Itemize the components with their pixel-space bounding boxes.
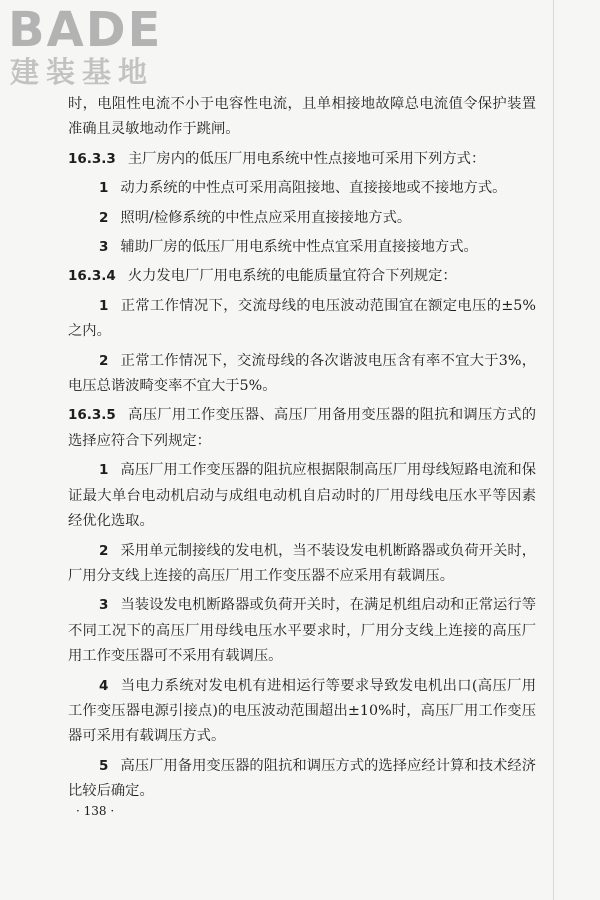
list-item bbox=[68, 458, 536, 534]
item-number: 3 bbox=[99, 597, 109, 614]
list-item bbox=[68, 754, 536, 805]
item-text: 正常工作情况下，交流母线的电压波动范围宜在额定电压的±5%之内。 bbox=[68, 297, 536, 340]
item-number: 2 bbox=[99, 352, 109, 369]
clause-16-3-5 bbox=[68, 403, 536, 454]
list-item bbox=[68, 206, 536, 231]
item-number: 2 bbox=[99, 542, 109, 559]
logo-subtitle: 建装基地 bbox=[10, 55, 155, 89]
page-edge-line bbox=[553, 0, 554, 900]
list-item bbox=[68, 294, 536, 345]
item-text: 采用单元制接线的发电机，当不装设发电机断路器或负荷开关时，厂用分支线上连接的高压厂用工作变压器不应采用有载调压。 bbox=[68, 542, 536, 584]
list-item bbox=[68, 674, 536, 750]
item-text: 当装设发电机断路器或负荷开关时，在满足机组启动和正常运行等不同工况下的高压厂用母线电压水平要求时，厂用分支线上连接的高压厂用工作变压器可不采用有载调压。 bbox=[68, 597, 536, 665]
document-body bbox=[68, 92, 536, 809]
item-number: 4 bbox=[99, 677, 109, 694]
clause-text: 高压厂用工作变压器、高压厂用备用变压器的阻抗和调压方式的选择应符合下列规定： bbox=[68, 407, 536, 449]
item-text: 正常工作情况下，交流母线的各次谐波电压含有率不宜大于3%，电压总谐波畸变率不宜大于5%。 bbox=[68, 352, 536, 395]
clause-text: 火力发电厂厂用电系统的电能质量宜符合下列规定： bbox=[127, 268, 457, 285]
list-item bbox=[68, 176, 536, 201]
logo-brand-text: BADE bbox=[8, 2, 163, 58]
item-number: 5 bbox=[99, 757, 109, 774]
clause-16-3-3 bbox=[68, 147, 536, 172]
list-item bbox=[68, 539, 536, 590]
item-text: 高压厂用备用变压器的阻抗和调压方式的选择应经计算和技术经济比较后确定。 bbox=[68, 757, 536, 800]
item-number: 2 bbox=[99, 209, 109, 226]
item-text: 当电力系统对发电机有进相运行等要求导致发电机出口(高压厂用工作变压器电源引接点)的电压波动范围超出±10%时，高压厂用工作变压器可采用有载调压方式。 bbox=[68, 677, 536, 745]
item-number: 1 bbox=[99, 297, 109, 314]
item-text: 辅助厂房的低压厂用电系统中性点宜采用直接接地方式。 bbox=[120, 239, 478, 256]
list-item bbox=[68, 235, 536, 260]
item-text: 动力系统的中性点可采用高阻接地、直接接地或不接地方式。 bbox=[120, 180, 507, 197]
item-text: 照明/检修系统的中性点应采用直接接地方式。 bbox=[120, 209, 412, 226]
page-number: · 138 · bbox=[76, 804, 115, 818]
item-text: 高压厂用工作变压器的阻抗应根据限制高压厂用母线短路电流和保证最大单台电动机启动与成组电动机自启动时的厂用母线电压水平等因素经优化选取。 bbox=[68, 462, 536, 530]
item-number: 1 bbox=[99, 462, 109, 479]
list-item bbox=[68, 593, 536, 669]
item-number: 1 bbox=[99, 180, 109, 197]
clause-16-3-4 bbox=[68, 264, 536, 289]
paragraph-text: 时，电阻性电流不小于电容性电流，且单相接地故障总电流值令保护装置准确且灵敏地动作于跳闸。 bbox=[68, 96, 536, 138]
clause-number: 16.3.4 bbox=[68, 268, 116, 285]
clause-text: 主厂房内的低压厂用电系统中性点接地可采用下列方式： bbox=[127, 150, 486, 167]
item-number: 3 bbox=[99, 239, 109, 256]
list-item bbox=[68, 349, 536, 400]
paragraph-continuation bbox=[68, 92, 536, 143]
clause-number: 16.3.3 bbox=[68, 150, 116, 167]
clause-number: 16.3.5 bbox=[68, 407, 116, 424]
brand-logo bbox=[8, 2, 163, 89]
